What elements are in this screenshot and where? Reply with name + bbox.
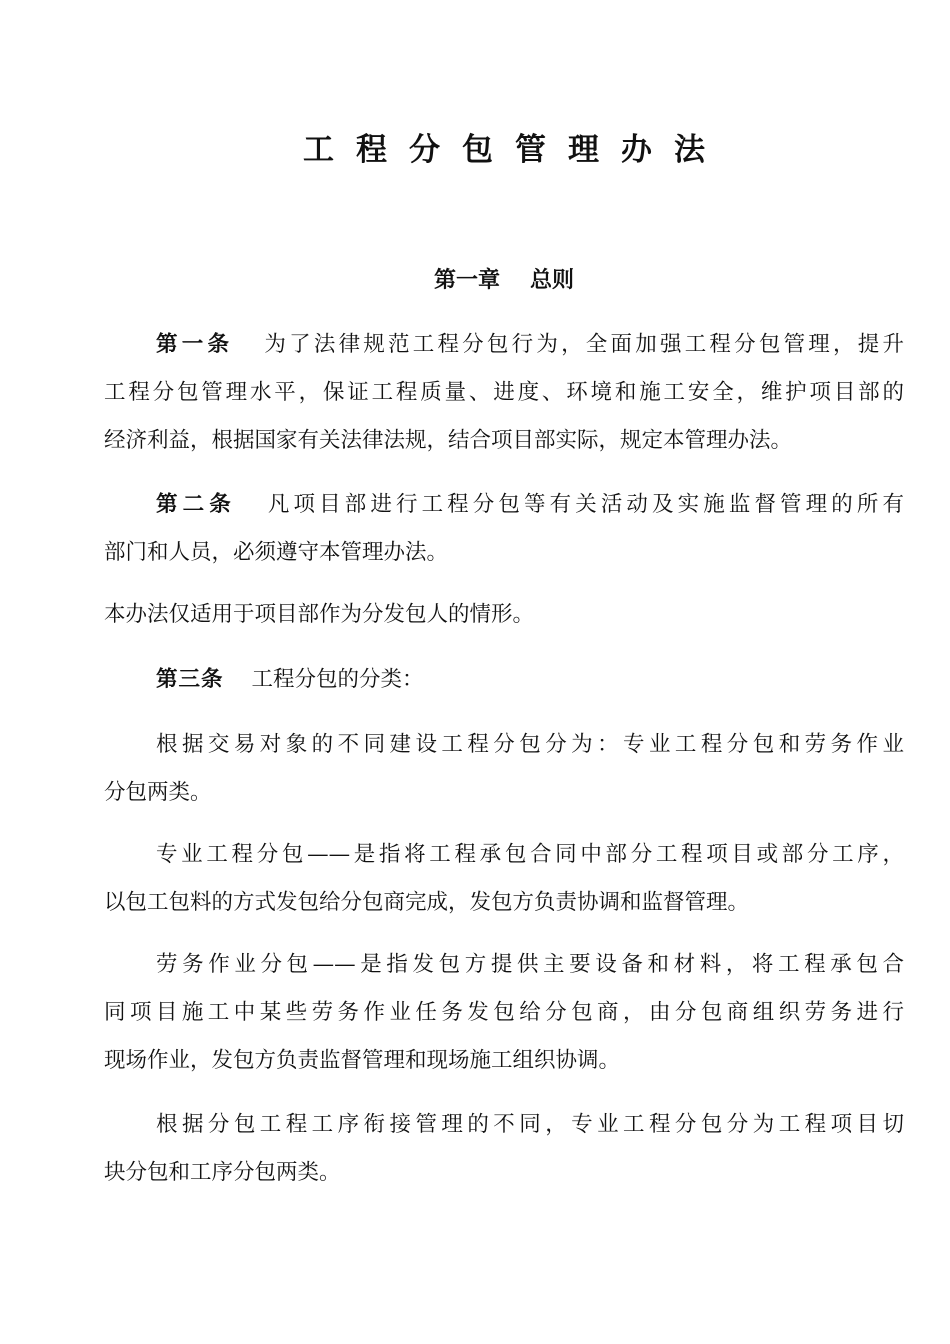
article-2 (104, 481, 904, 577)
paragraph-3-line-1: 劳务作业分包——是指发包方提供主要设备和材料，将工程承包合 (156, 952, 904, 977)
document-page (104, 0, 904, 1344)
article-1 (104, 321, 904, 465)
article-3 (104, 656, 904, 704)
paragraph-3-line-3: 现场作业，发包方负责监督管理和现场施工组织协调。 (104, 1048, 621, 1073)
article-2-line-1: 凡项目部进行工程分包等有关活动及实施监督管理的所有 (263, 492, 904, 517)
article-1-line-2: 工程分包管理水平，保证工程质量、进度、环境和施工安全，维护项目部的 (104, 380, 904, 405)
paragraph-classification (104, 721, 904, 817)
scope-note-text: 本办法仅适用于项目部作为分发包人的情形。 (104, 602, 535, 627)
article-2-label: 第二条 (156, 492, 236, 517)
document-title: 工程分包管理办法 (303, 132, 727, 168)
article-1-line-3: 经济利益，根据国家有关法律法规，结合项目部实际，规定本管理办法。 (104, 428, 793, 453)
paragraph-sequence (104, 1101, 904, 1197)
article-1-label: 第一条 (156, 332, 234, 357)
article-2-line-2: 部门和人员，必须遵守本管理办法。 (104, 540, 449, 565)
paragraph-labor (104, 941, 904, 1085)
paragraph-2-line-1: 专业工程分包——是指将工程承包合同中部分工程项目或部分工序， (156, 842, 904, 867)
paragraph-1-line-1: 根据交易对象的不同建设工程分包分为：专业工程分包和劳务作业 (156, 732, 904, 757)
article-1-line-1: 为了法律规范工程分包行为，全面加强工程分包管理，提升 (261, 332, 904, 357)
paragraph-4-line-1: 根据分包工程工序衔接管理的不同，专业工程分包分为工程项目切 (156, 1112, 904, 1137)
chapter-heading (104, 264, 904, 298)
paragraph-1-line-2: 分包两类。 (104, 780, 212, 805)
paragraph-3-line-2: 同项目施工中某些劳务作业任务发包给分包商，由分包商组织劳务进行 (104, 1000, 904, 1025)
paragraph-professional (104, 831, 904, 927)
paragraph-2-line-2: 以包工包料的方式发包给分包商完成，发包方负责协调和监督管理。 (104, 890, 750, 915)
scope-note (104, 591, 904, 639)
article-3-text: 工程分包的分类： (251, 667, 424, 692)
paragraph-4-line-2: 块分包和工序分包两类。 (104, 1160, 341, 1185)
chapter-name: 总则 (530, 268, 575, 293)
chapter-number: 第一章 (433, 268, 500, 293)
article-3-label: 第三条 (156, 667, 224, 692)
